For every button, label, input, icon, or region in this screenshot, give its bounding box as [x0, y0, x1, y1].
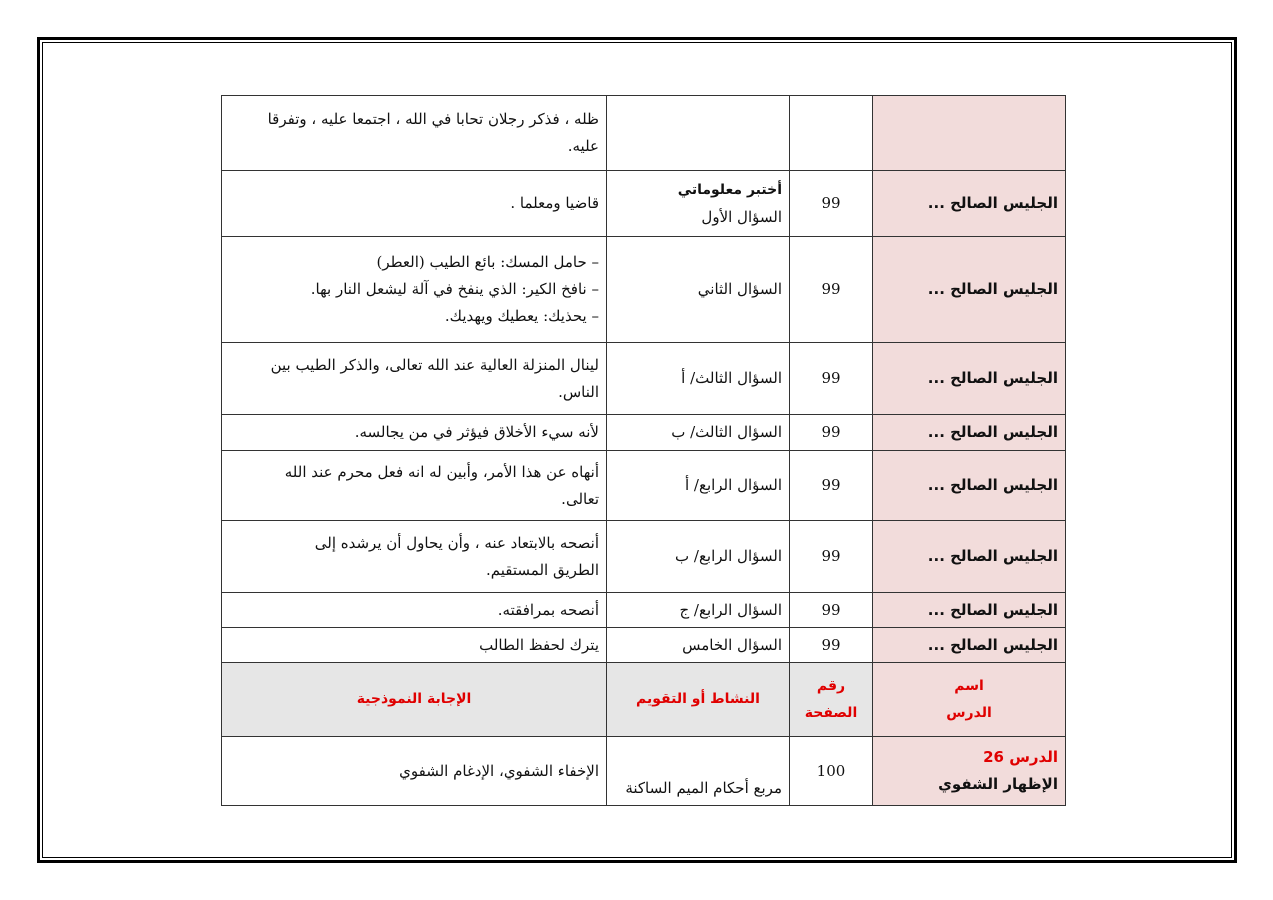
table-row [222, 415, 1066, 451]
answer-cell [222, 237, 607, 343]
activity-cell: السؤال الثاني [607, 237, 790, 343]
page-cell [790, 96, 873, 171]
lesson-number: الدرس 26 [983, 748, 1058, 766]
answer-line: يترك لحفظ الطالب [479, 635, 599, 654]
activity-cell [607, 171, 790, 237]
answer-line: أنهاه عن هذا الأمر، وأبين له انه فعل محرم عند الله [284, 462, 599, 481]
answer-line: تعالى. [561, 489, 599, 508]
table-row [222, 96, 1066, 171]
activity-cell: السؤال الرابع/ ب [607, 521, 790, 593]
table-row [222, 521, 1066, 593]
answer-cell [222, 96, 607, 171]
answer-line: قاضيا ومعلما . [510, 194, 599, 212]
lesson-cell: الجليس الصالح ... [873, 415, 1066, 451]
page-cell: 99 [790, 171, 873, 237]
answer-line: – حامل المسك: بائع الطيب (العطر) [376, 253, 599, 271]
page-cell: 99 [790, 451, 873, 521]
answer-line: الناس. [558, 382, 599, 401]
activity-cell: السؤال الرابع/ أ [607, 451, 790, 521]
lesson-cell: الجليس الصالح ... [873, 171, 1066, 237]
answer-line: أنصحه بمرافقته. [497, 600, 599, 619]
answer-cell [222, 628, 607, 663]
answer-line: – نافخ الكير: الذي ينفخ في آلة ليشعل النار بها. [310, 280, 599, 298]
answer-cell [222, 343, 607, 415]
answer-line: عليه. [567, 137, 599, 155]
activity-cell: السؤال الثالث/ أ [607, 343, 790, 415]
answer-line: أنصحه بالابتعاد عنه ، وأن يحاول أن يرشده إلى [314, 533, 599, 552]
header-activity: النشاط أو التقويم [607, 663, 790, 737]
answer-cell [222, 593, 607, 628]
table-row [222, 737, 1066, 806]
lesson-cell: الجليس الصالح ... [873, 628, 1066, 663]
answer-cell [222, 521, 607, 593]
answer-line: لينال المنزلة العالية عند الله تعالى، والذكر الطيب بين [270, 355, 599, 374]
page-cell: 100 [790, 737, 873, 806]
page-cell: 99 [790, 415, 873, 451]
lesson-cell [873, 737, 1066, 806]
table-row [222, 237, 1066, 343]
activity-cell: السؤال الثالث/ ب [607, 415, 790, 451]
lesson-cell: الجليس الصالح ... [873, 343, 1066, 415]
header-lesson-name: اسم الدرس [873, 663, 1066, 737]
activity-cell: السؤال الخامس [607, 628, 790, 663]
answer-cell: الإخفاء الشفوي، الإدغام الشفوي [222, 737, 607, 806]
page-cell: 99 [790, 521, 873, 593]
answer-line: ظله ، فذكر رجلان تحابا في الله ، اجتمعا عليه ، وتفرقا [267, 110, 599, 128]
answer-cell [222, 415, 607, 451]
page-cell: 99 [790, 343, 873, 415]
answer-cell [222, 171, 607, 237]
lesson-cell: الجليس الصالح ... [873, 521, 1066, 593]
activity-cell [607, 96, 790, 171]
activity-cell: مربع أحكام الميم الساكنة [607, 737, 790, 806]
page-cell: 99 [790, 628, 873, 663]
table-row [222, 628, 1066, 663]
page-cell: 99 [790, 237, 873, 343]
table-header-row [222, 663, 1066, 737]
lesson-cell: الجليس الصالح ... [873, 451, 1066, 521]
table-row [222, 593, 1066, 628]
answer-cell [222, 451, 607, 521]
table-row [222, 343, 1066, 415]
lesson-name: الإظهار الشفوي [938, 775, 1058, 793]
activity-label: السؤال الأول [701, 207, 782, 226]
answer-line: الطريق المستقيم. [486, 560, 599, 579]
answers-table [221, 95, 1066, 806]
activity-title: أختبر معلوماتي [677, 181, 782, 198]
activity-cell: السؤال الرابع/ ج [607, 593, 790, 628]
answer-line: لأنه سيء الأخلاق فيؤثر في من يجالسه. [354, 423, 599, 441]
table-row [222, 171, 1066, 237]
answer-line: – يحذيك: يعطيك ويهديك. [444, 307, 599, 325]
lesson-cell: الجليس الصالح ... [873, 237, 1066, 343]
page-cell: 99 [790, 593, 873, 628]
lesson-cell: الجليس الصالح ... [873, 593, 1066, 628]
header-page-number: رقم الصفحة [790, 663, 873, 737]
table-row [222, 451, 1066, 521]
header-answer: الإجابة النموذجية [222, 663, 607, 737]
lesson-cell [873, 96, 1066, 171]
